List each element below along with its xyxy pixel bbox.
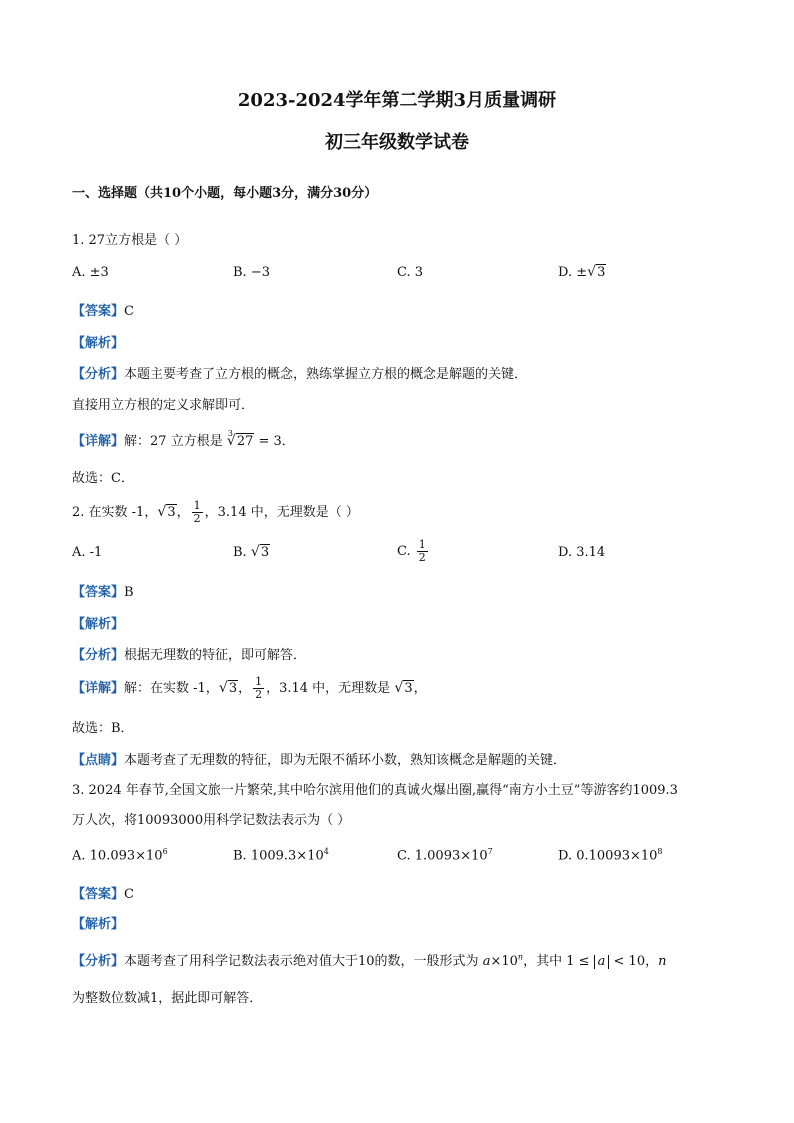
q1-analysis-label: 【解析】: [72, 336, 125, 351]
q1-stem: 1. 27立方根是（ ）: [72, 233, 188, 248]
q1-analysis-2: 直接用立方根的定义求解即可．: [72, 398, 255, 413]
q3-option-c: C. $1.0093\times 10^7$: [397, 847, 493, 864]
q3-analysis: 【分析】本题考查了用科学记数法表示绝对值大于10的数，一般形式为 $a\times 10^n$，其中 1 ≤ a < 10，n: [72, 952, 667, 969]
q1-option-c: C. 3: [397, 265, 424, 280]
section-heading: 一、选择题（共10个小题，每小题3分，满分30分）: [72, 186, 378, 201]
q2-option-a: A. -1: [72, 545, 103, 560]
fraction: $\frac{1}{2}$: [193, 499, 201, 525]
q3-answer: 【答案】C: [72, 887, 134, 902]
q2-stem: 2. 在实数 -1，√ 3， $\frac{1}{2}$ ，3.14 中，无理数是（ ）: [72, 500, 359, 525]
q3-option-a: A. $10.093\times 10^6$: [72, 847, 168, 864]
q1-choice: 故选：C．: [72, 471, 134, 486]
exam-title: 2023-2024学年第二学期3月质量调研: [237, 90, 557, 111]
q1-answer: 【答案】C: [72, 304, 134, 319]
q2-analysis: 【分析】根据无理数的特征，即可解答．: [72, 648, 307, 663]
q2-option-c: C. $\frac{1}{2}$: [397, 538, 426, 564]
q3-analysis-2: 为整数位数减1，据此即可解答．: [72, 991, 263, 1006]
q1-analysis: 【分析】本题主要考查了立方根的概念，熟练掌握立方根的概念是解题的关键．: [72, 367, 528, 382]
cube-root-symbol: √ 3 27: [227, 434, 255, 449]
q2-detail: 【详解】解：在实数 -1，√ 3， $\frac{1}{2}$ ，3.14 中，无理数是 √ 3，: [72, 676, 427, 701]
q2-comment: 【点睛】本题考查了无理数的特征，即为无限不循环小数，熟知该概念是解题的关键．: [72, 753, 567, 768]
q2-option-d: D. 3.14: [558, 545, 606, 560]
q2-analysis-label: 【解析】: [72, 617, 125, 632]
q3-stem-line1: 3. 2024 年春节,全国文旅一片繁荣,其中哈尔滨用他们的真诚火爆出圈,赢得“南方小土豆”等游客约1009.3: [72, 783, 678, 798]
q3-option-b: B. $1009.3\times 10^4$: [233, 847, 329, 864]
q2-option-b: B. √ 3: [233, 545, 270, 560]
q1-option-d: D. ±√ 3: [558, 265, 606, 280]
q1-detail: 【详解】解：27 立方根是 √ 3 27 = 3．: [72, 430, 295, 449]
q3-option-d: D. $0.10093\times 10^8$: [558, 847, 663, 864]
q2-answer: 【答案】B: [72, 585, 134, 600]
q3-stem-line2: 万人次，将10093000用科学记数法表示为（ ）: [72, 813, 351, 828]
q2-choice: 故选：B．: [72, 721, 134, 736]
exam-subtitle: 初三年级数学试卷: [325, 132, 469, 153]
q3-analysis-label: 【解析】: [72, 917, 125, 932]
sqrt-symbol: √ 3: [587, 265, 606, 280]
q1-option-a: A. ±3: [72, 265, 109, 280]
q1-option-b: B. −3: [233, 265, 270, 280]
